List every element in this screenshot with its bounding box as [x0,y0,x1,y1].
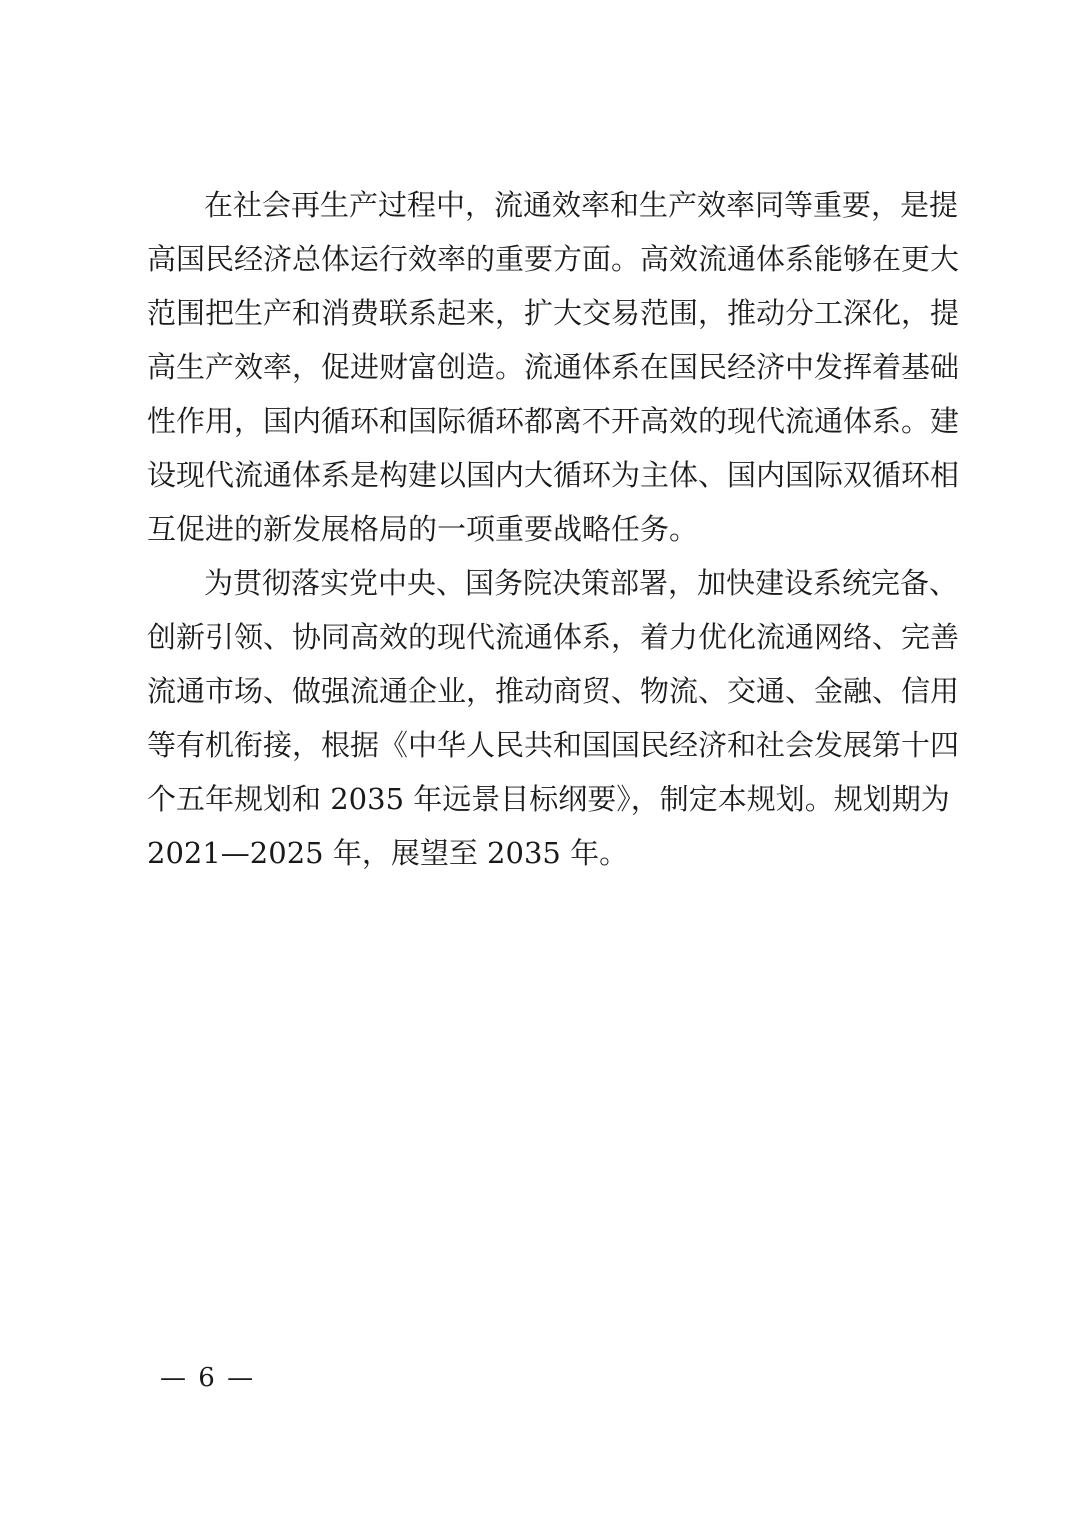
paragraph-1 [147,178,960,556]
paragraph-line: 互促进的新发展格局的一项重要战略任务。 [147,512,699,546]
paragraph-line: 2021—2025 年，展望至 2035 年。 [147,836,629,870]
paragraph-line: 在社会再生产过程中，流通效率和生产效率同等重要，是提 [204,188,959,222]
paragraph-line: 设现代流通体系是构建以国内大循环为主体、国内国际双循环相 [147,458,960,492]
paragraph-line: 流通市场、做强流通企业，推动商贸、物流、交通、金融、信用 [147,674,960,708]
page-number: — 6 — [160,1363,256,1393]
paragraph-line: 为贯彻落实党中央、国务院决策部署，加快建设系统完备、 [204,566,959,600]
paragraph-line: 创新引领、协同高效的现代流通体系，着力优化流通网络、完善 [147,620,960,654]
body-text [147,178,960,880]
paragraph-line: 范围把生产和消费联系起来，扩大交易范围，推动分工深化，提 [147,296,960,330]
paragraph-2 [147,556,960,880]
paragraph-line: 个五年规划和 2035 年远景目标纲要》，制定本规划。规划期为 [147,782,950,816]
paragraph-line: 高生产效率，促进财富创造。流通体系在国民经济中发挥着基础 [147,350,960,384]
paragraph-line: 高国民经济总体运行效率的重要方面。高效流通体系能够在更大 [147,242,960,276]
paragraph-line: 性作用，国内循环和国际循环都离不开高效的现代流通体系。建 [147,404,960,438]
paragraph-line: 等有机衔接，根据《中华人民共和国国民经济和社会发展第十四 [147,728,960,762]
